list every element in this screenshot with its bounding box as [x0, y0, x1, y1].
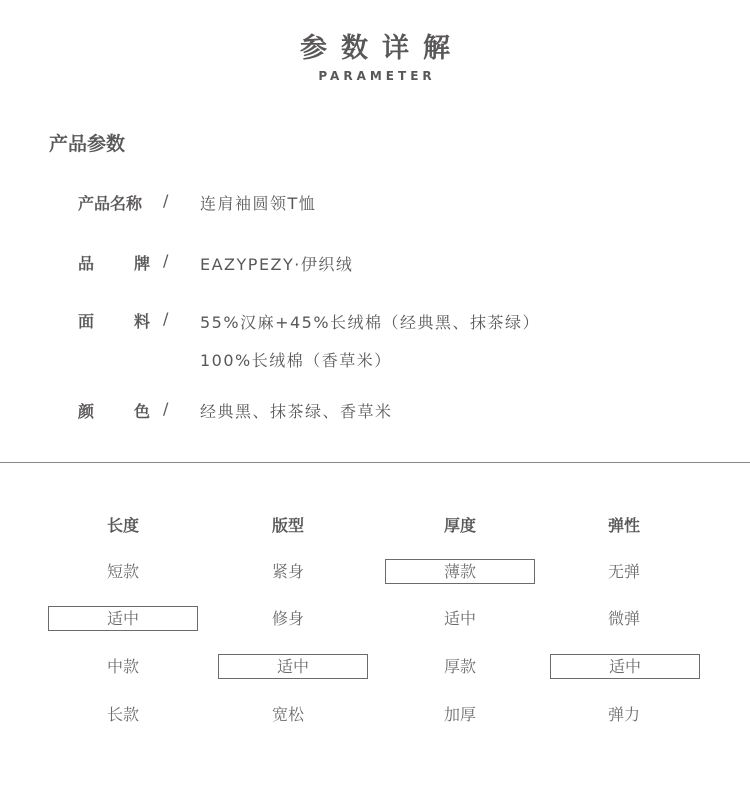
option-cell-selected: 适中 [218, 654, 368, 679]
page-title: 参数详解 [300, 33, 464, 64]
option-cell: 中款 [106, 657, 139, 676]
param-value-brand: EAZYPEZY·伊织绒 [200, 255, 354, 274]
option-cell: 适中 [443, 609, 476, 628]
option-cell-selected: 薄款 [385, 559, 535, 584]
param-separator: / [163, 191, 169, 210]
param-value-color: 经典黑、抹茶绿、香草米 [200, 402, 393, 421]
option-cell: 修身 [271, 609, 304, 628]
option-cell: 厚款 [443, 657, 476, 676]
page-subtitle: PARAMETER [318, 69, 436, 83]
param-label-color [78, 399, 150, 422]
param-separator: / [163, 251, 169, 270]
option-cell: 宽松 [271, 705, 304, 724]
column-header-thickness: 厚度 [443, 516, 476, 535]
param-value-name: 连肩袖圆领T恤 [200, 194, 317, 213]
param-value-fabric-1: 55%汉麻+45%长绒棉（经典黑、抹茶绿） [200, 313, 541, 332]
column-header-fit: 版型 [271, 516, 304, 535]
param-separator: / [163, 399, 169, 418]
option-cell: 加厚 [443, 705, 476, 724]
option-cell: 微弹 [607, 609, 640, 628]
section-divider [0, 462, 750, 463]
option-cell: 短款 [106, 562, 139, 581]
param-label-char: 色 [133, 402, 150, 421]
param-label-fabric [78, 309, 150, 332]
section-title: 产品参数 [49, 133, 126, 155]
param-label-char: 牌 [133, 254, 150, 273]
column-header-length: 长度 [106, 516, 139, 535]
column-header-elasticity: 弹性 [607, 516, 640, 535]
option-cell: 紧身 [271, 562, 304, 581]
option-cell-selected: 适中 [48, 606, 198, 631]
option-cell: 长款 [106, 705, 139, 724]
param-label-char: 颜 [78, 402, 95, 421]
param-separator: / [163, 309, 169, 328]
param-label-name [78, 191, 150, 214]
param-label-char: 面 [78, 312, 95, 331]
param-value-fabric-2: 100%长绒棉（香草米） [200, 351, 392, 370]
option-cell: 弹力 [607, 705, 640, 724]
param-label-char: 品 [78, 254, 95, 273]
param-label-brand [78, 251, 150, 274]
option-cell-selected: 适中 [550, 654, 700, 679]
param-label-char: 料 [133, 312, 150, 331]
option-cell: 无弹 [607, 562, 640, 581]
param-label-text: 产品名称 [78, 194, 143, 213]
